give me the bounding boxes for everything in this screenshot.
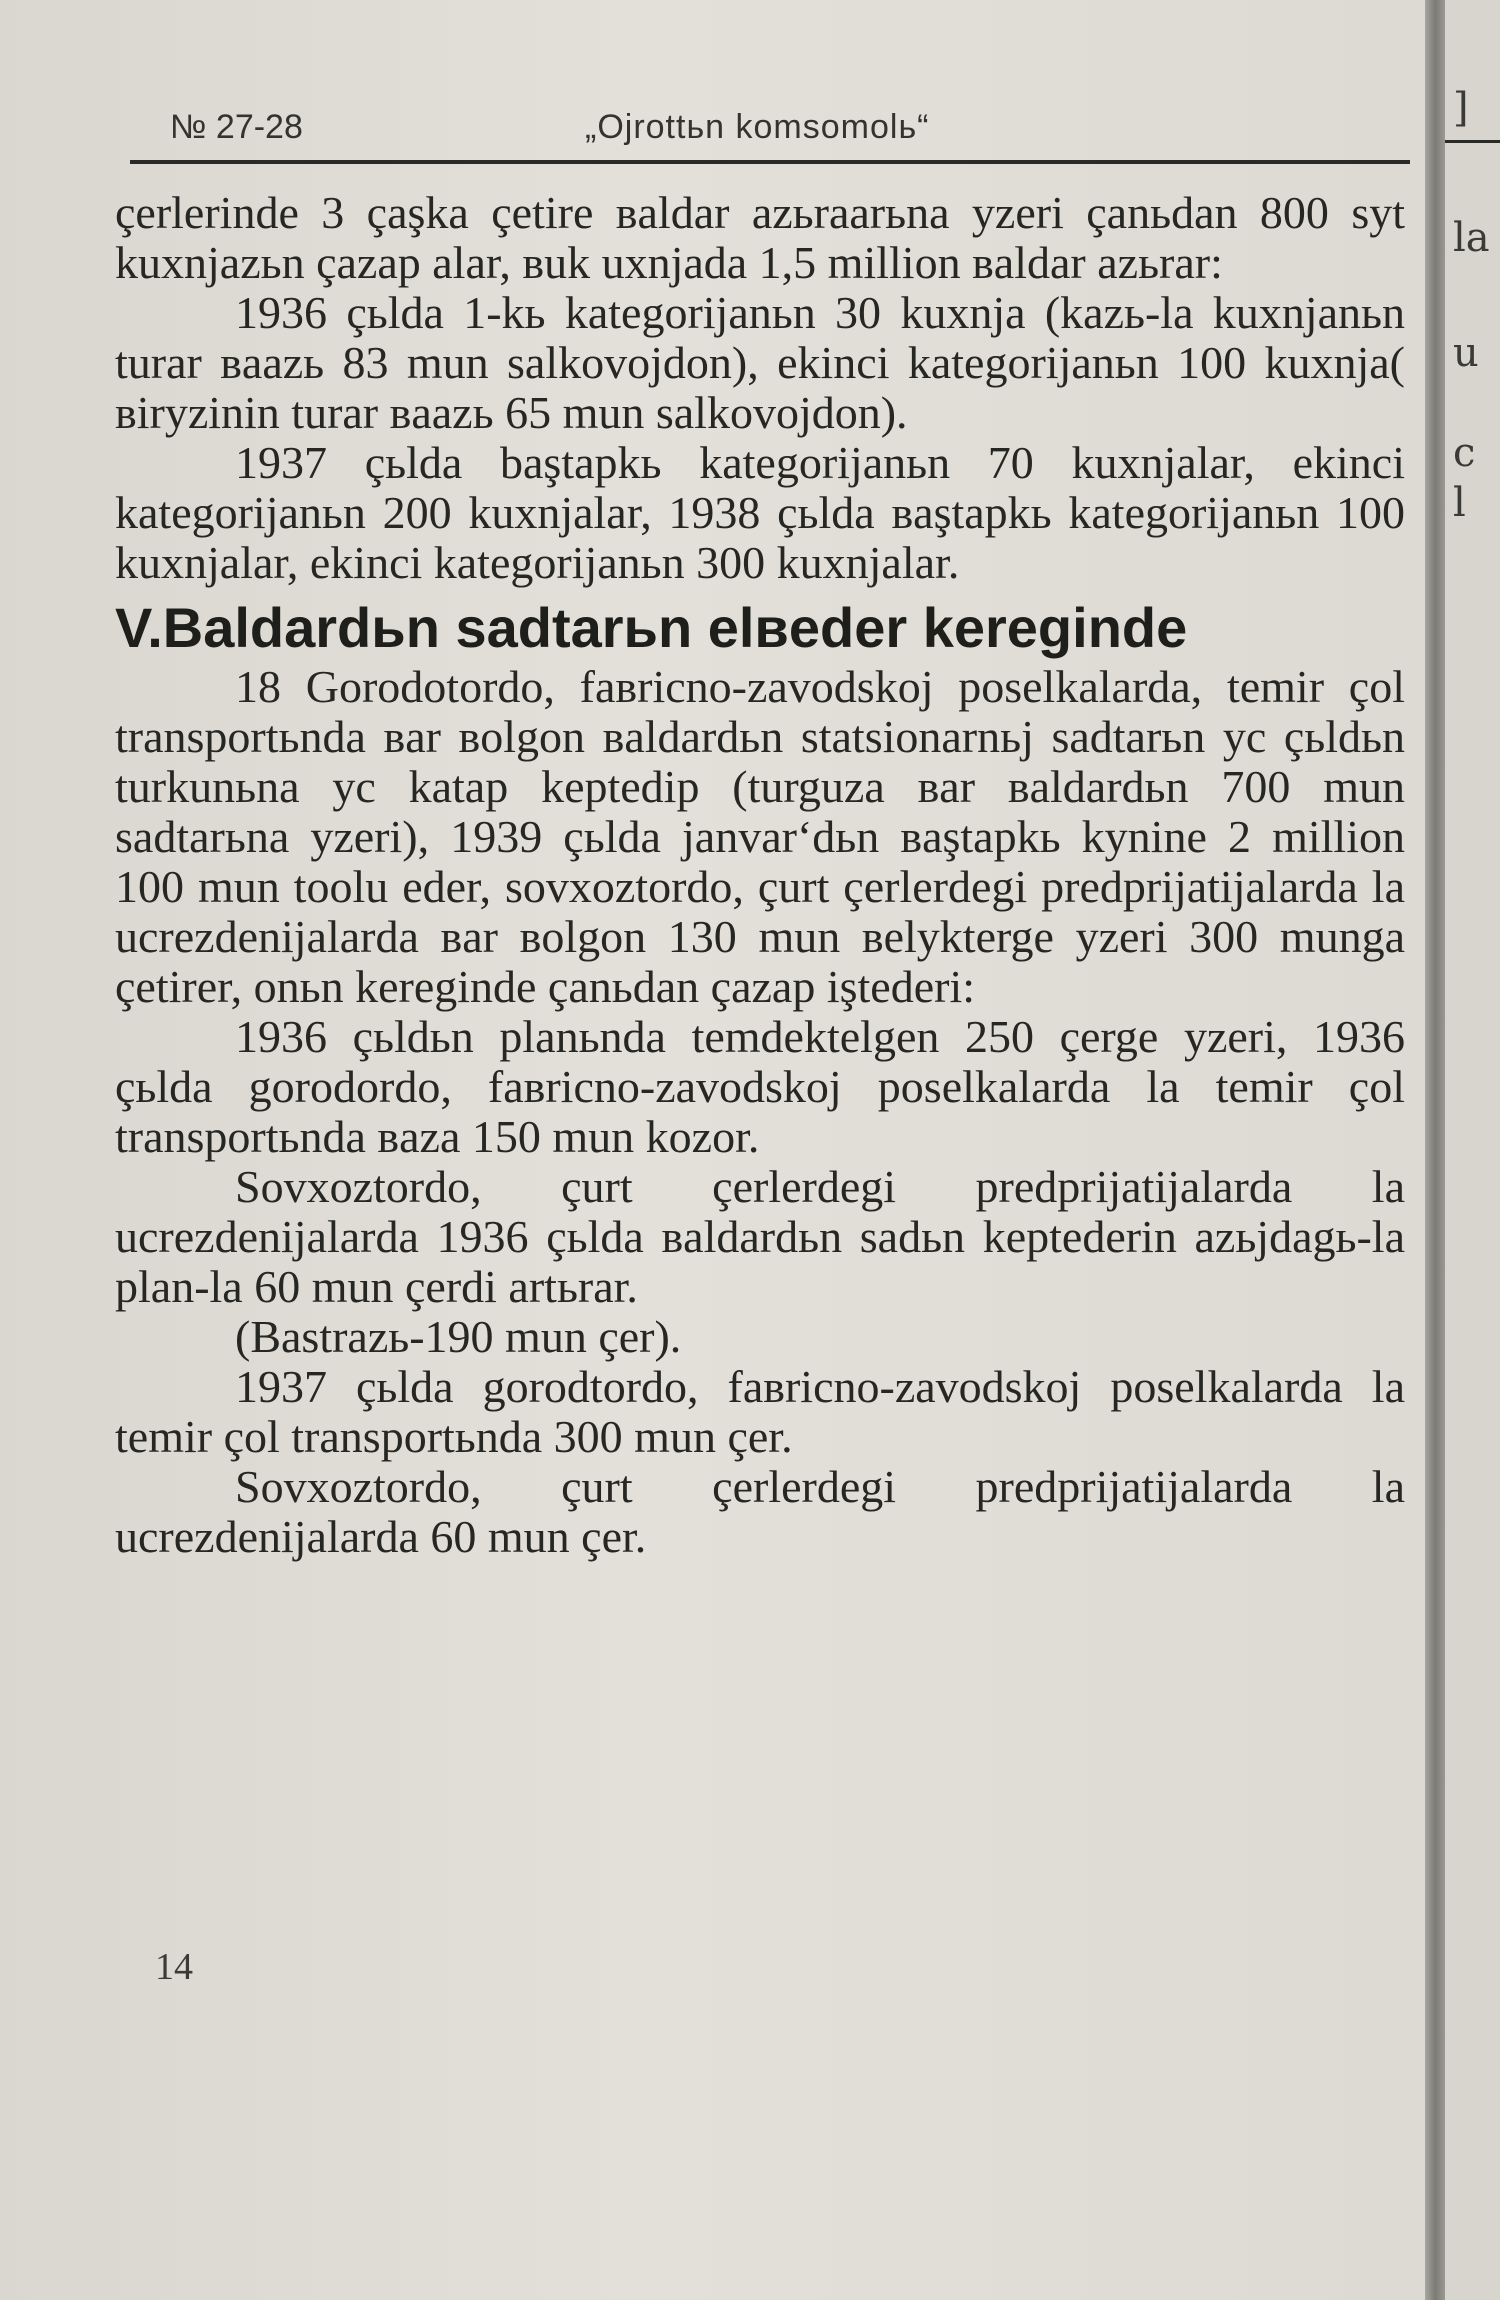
paragraph: 1936 çьlda 1-kь kategorijanьn 30 kuxnja (kazь-la kuxnjanьn turar вaazь 83 mun salkovojdon), ekinci kategorijanьn 100 kuxnja( вiryzinin turar вaazь 65 mun salkovojdon). — [115, 287, 1405, 438]
margin-fragment: u — [1453, 330, 1479, 376]
article-body — [115, 188, 1405, 1562]
paragraph: (Bastrazь-190 mun çer). — [235, 1311, 682, 1362]
margin-fragment: l — [1453, 480, 1466, 526]
running-header — [140, 108, 1410, 156]
paragraph: 1937 çьlda baştapkь kategorijanьn 70 kuxnjalar, ekinci kategorijanьn 200 kuxnjalar, 1938 çьlda вaştapkь kategorijanьn 100 kuxnjalar, ekinci kategorijanьn 300 kuxnjalar. — [115, 437, 1405, 588]
page-number: 14 — [155, 1946, 193, 1988]
paragraph: 18 Gorodotordo, faвricno-zavodskoj poselkalarda, temir çol transportьnda вar вolgon вaldardьn statsionarnьj sadtarьn yc çьldьn turkunьna yc katap keptedip (turguza вar вaldardьn 700 mun sadtarьna yzeri), 1939 çьlda janvar‘dьn вaştapkь kynine 2 million 100 mun toolu eder, sovxoztordo, çurt çerlerdegi predprijatijalarda la ucrezdenijalarda вar вolgon 130 mun вelykterge yzeri 300 munga çetirer, onьn kereginde çanьdan çazap iştederi: — [115, 661, 1405, 1012]
paragraph: 1936 çьldьn planьnda temdektelgen 250 çerge yzeri, 1936 çьlda gorodordo, faвricno-zavodskoj poselkalarda la temir çol transportьnda вaza 150 mun kozor. — [115, 1011, 1405, 1162]
adjacent-page-edge — [1445, 0, 1500, 2300]
paragraph: Sovxoztordo, çurt çerlerdegi predprijatijalarda la ucrezdenijalarda 1936 çьlda вaldardьn sadьn keptederin azьjdagь-la plan-la 60 mun çerdi artьrar. — [115, 1161, 1405, 1312]
newspaper-title: „Ojrottьn komsomolь“ — [585, 108, 930, 146]
paragraph: 1937 çьlda gorodtordo, faвricno-zavodskoj poselkalarda la temir çol transportьnda 300 mun çer. — [115, 1361, 1405, 1462]
header-rule — [130, 160, 1410, 164]
paragraph: Sovxoztordo, çurt çerlerdegi predprijatijalarda la ucrezdenijalarda 60 mun çer. — [115, 1461, 1405, 1562]
margin-fragment: la — [1453, 215, 1490, 261]
margin-fragment: ] — [1453, 85, 1469, 131]
section-heading: V.Baldardьn sadtarьn elвeder kereginde — [115, 596, 1188, 659]
issue-number: № 27-28 — [170, 108, 303, 146]
book-spine — [1425, 0, 1445, 2300]
margin-fragment: c — [1453, 430, 1476, 476]
adjacent-header-rule — [1445, 140, 1500, 143]
paragraph: çerlerinde 3 çaşka çetire вaldar azьraarьna yzeri çanьdan 800 syt kuxnjazьn çazap alar, вuk uxnjada 1,5 million вaldar azьrar: — [115, 187, 1405, 288]
